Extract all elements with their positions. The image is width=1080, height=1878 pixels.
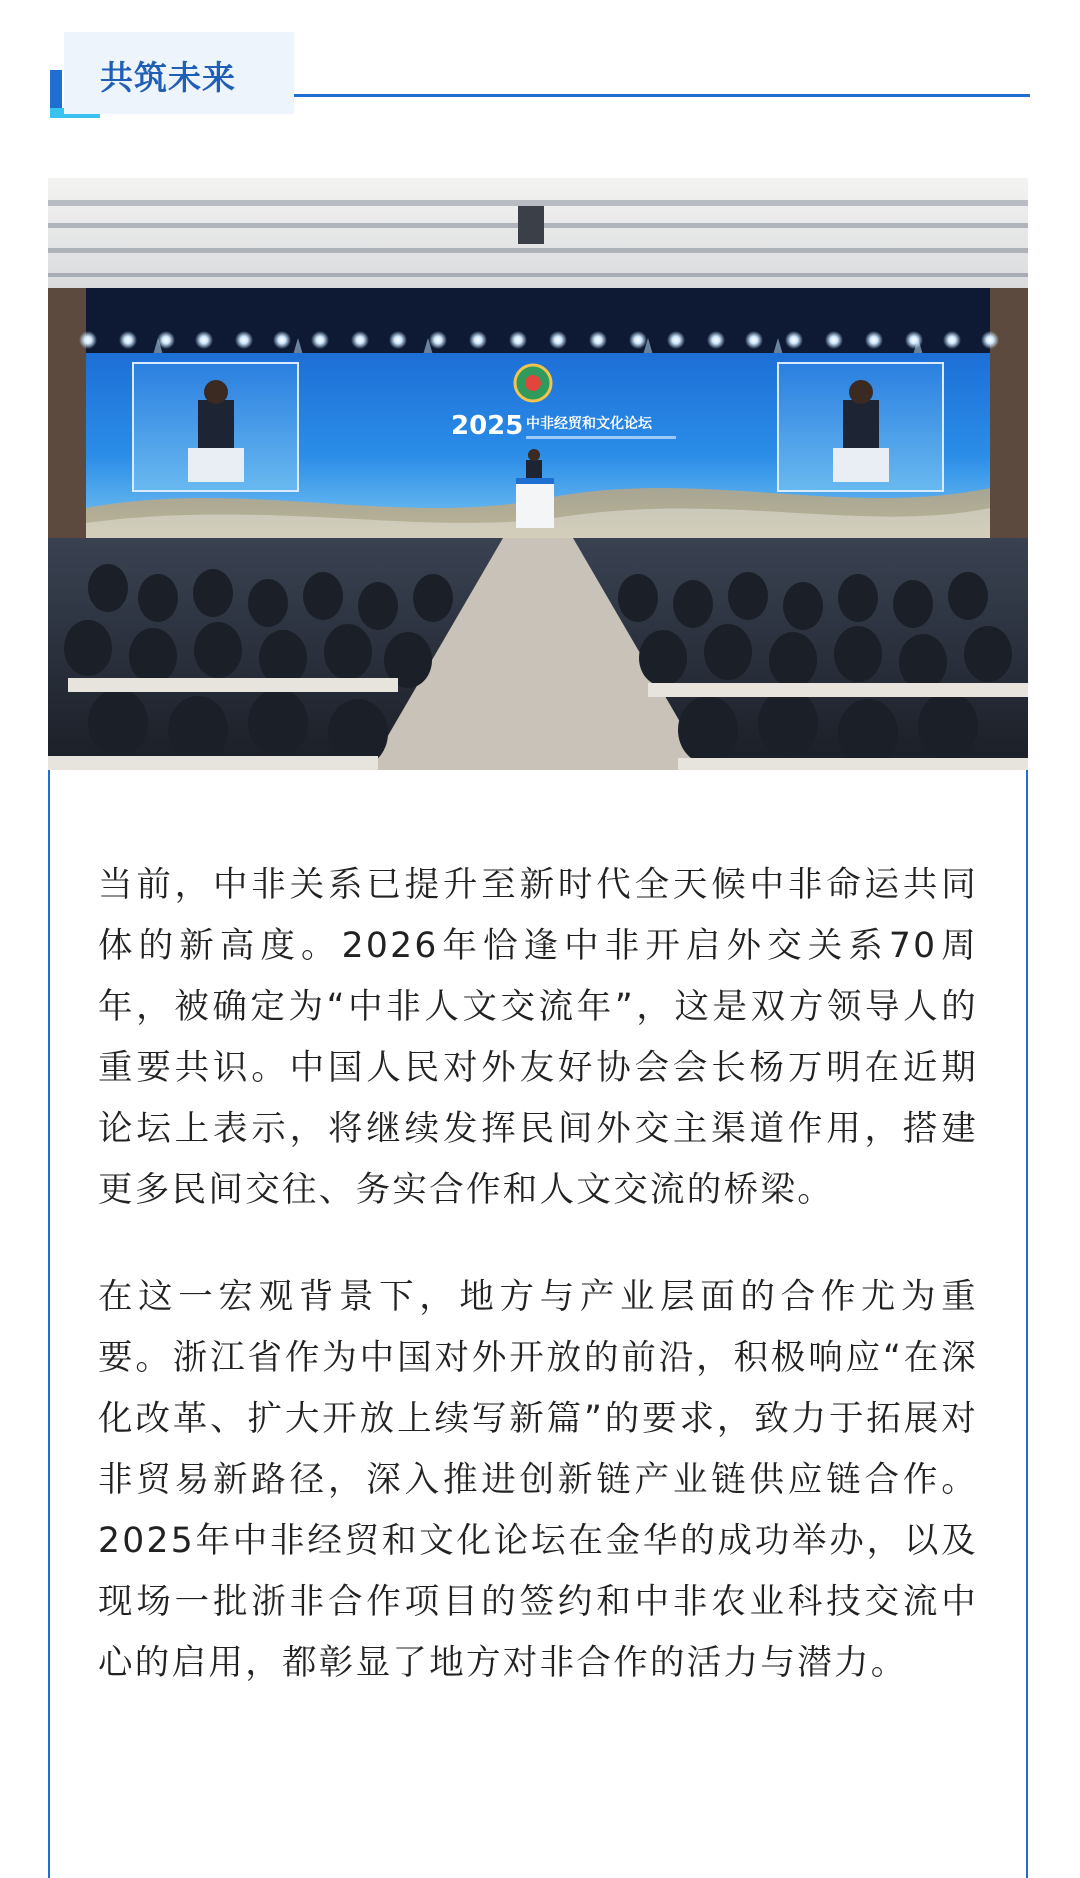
section-header: [0, 0, 1080, 130]
section-title: 共筑未来: [100, 58, 236, 97]
screen-title-text: 中非经贸和文化论坛: [526, 416, 652, 432]
article-paragraph-2: 在这一宏观背景下，地方与产业层面的合作尤为重要。浙江省作为中国对外开放的前沿，积极响应“在深化改革、扩大开放上续写新篇”的要求，致力于拓展对非贸易新路径，深入推进创新链产业链供应链合作。2025年中非经贸和文化论坛在金华的成功举办，以及现场一批浙非合作项目的签约和中非农业科技交流中心的启用，都彰显了地方对非合作的活力与潜力。: [98, 1277, 978, 1683]
screen-year-text: 2025: [451, 411, 524, 441]
forum-venue-photo: [48, 178, 1028, 770]
article-body: [98, 855, 978, 1740]
header-divider-line: [294, 94, 1030, 97]
article-paragraph-1: 当前，中非关系已提升至新时代全天候中非命运共同体的新高度。2026年恰逢中非开启外交关系70周年，被确定为“中非人文交流年”，这是双方领导人的重要共识。中国人民对外友好协会会长杨万明在近期论坛上表示，将继续发挥民间外交主渠道作用，搭建更多民间交往、务实合作和人文交流的桥梁。: [98, 865, 978, 1210]
